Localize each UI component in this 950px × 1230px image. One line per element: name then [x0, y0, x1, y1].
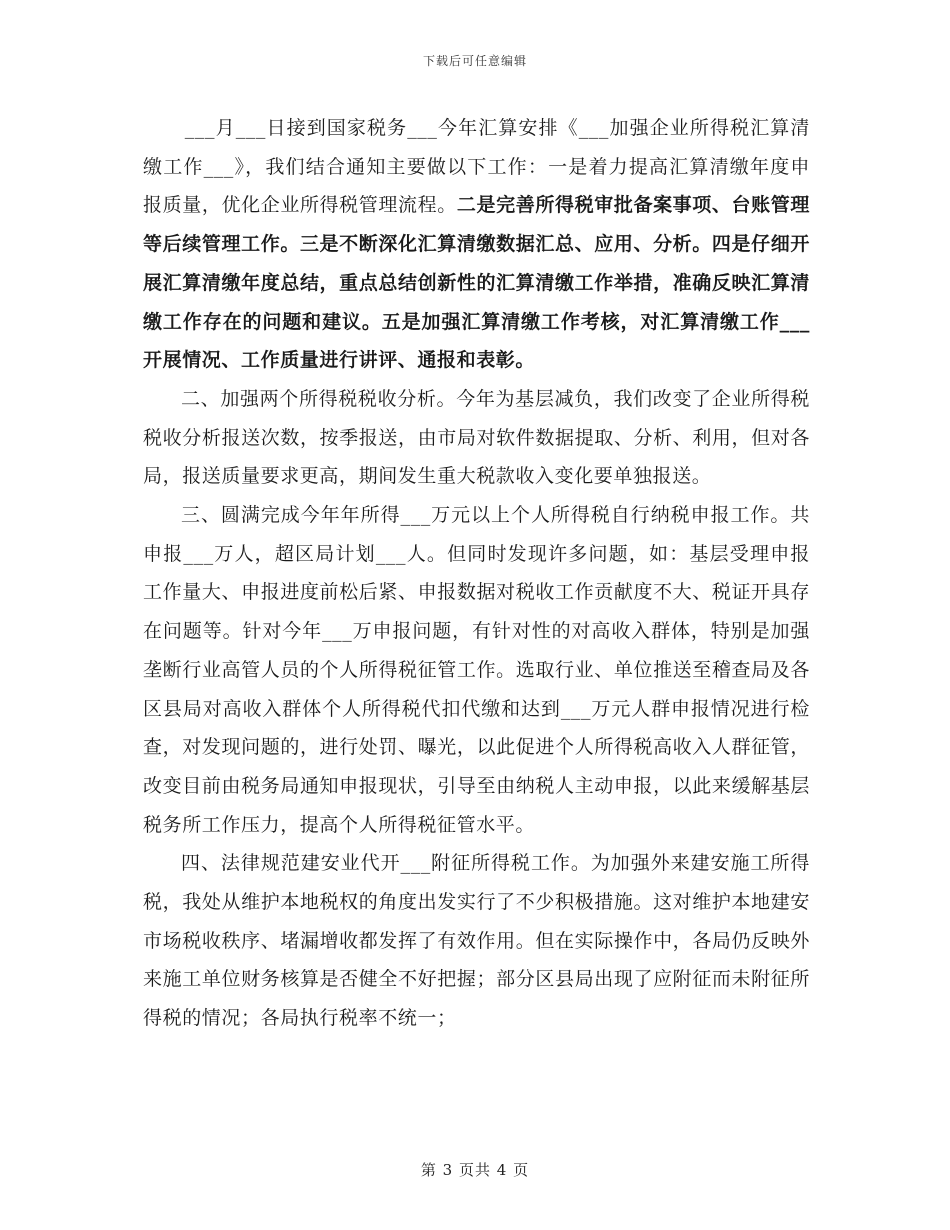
paragraph-1-bold-text: 二是完善所得税审批备案事项、台账管理等后续管理工作。三是不断深化汇算清缴数据汇总、应用、分析。四是仔细开展汇算清缴年度总结，重点总结创新性的汇算清缴工作举措，准确反映汇算清缴工作存在的问题和建议。五是加强汇算清缴工作考核，对汇算清缴工作___开展情况、工作质量进行讲评、通报和表彰。	[143, 194, 810, 372]
paragraph-2: 二、加强两个所得税税收分析。今年为基层减负，我们改变了企业所得税税收分析报送次数，按季报送，由市局对软件数据提取、分析、利用，但对各局，报送质量要求更高，期间发生重大税款收入变化要单独报送。	[143, 387, 810, 488]
document-body	[143, 109, 810, 1038]
paragraph-1	[143, 109, 810, 380]
paragraph-1-normal-text: ___月___日接到国家税务___今年汇算安排《___加强企业所得税汇算清缴工作___》，我们结合通知主要做以下工作：一是着力提高汇算清缴年度申报质量，优化企业所得税管理流程。	[143, 117, 810, 217]
paragraph-4: 四、法律规范建安业代开___附征所得税工作。为加强外来建安施工所得税，我处从维护本地税权的角度出发实行了不少积极措施。这对维护本地建安市场税收秩序、堵漏增收都发挥了有效作用。但在实际操作中，各局仍反映外来施工单位财务核算是否健全不好把握；部分区县局出现了应附征而未附征所得税的情况；各局执行税率不统一；	[143, 852, 810, 1030]
page-header: 下载后可任意编辑	[422, 54, 527, 68]
page-footer: 第 3 页共 4 页	[420, 1161, 530, 1179]
paragraph-3: 三、圆满完成今年年所得___万元以上个人所得税自行纳税申报工作。共申报___万人，超区局计划___人。但同时发现许多问题，如：基层受理申报工作量大、申报进度前松后紧、申报数据对税收工作贡献度不大、税证开具存在问题等。针对今年___万申报问题，有针对性的对高收入群体，特别是加强垄断行业高管人员的个人所得税征管工作。选取行业、单位推送至稽查局及各区县局对高收入群体个人所得税代扣代缴和达到___万元人群申报情况进行检查，对发现问题的，进行处罚、曝光，以此促进个人所得税高收入人群征管，改变目前由税务局通知申报现状，引导至由纳税人主动申报，以此来缓解基层税务所工作压力，提高个人所得税征管水平。	[143, 504, 810, 836]
